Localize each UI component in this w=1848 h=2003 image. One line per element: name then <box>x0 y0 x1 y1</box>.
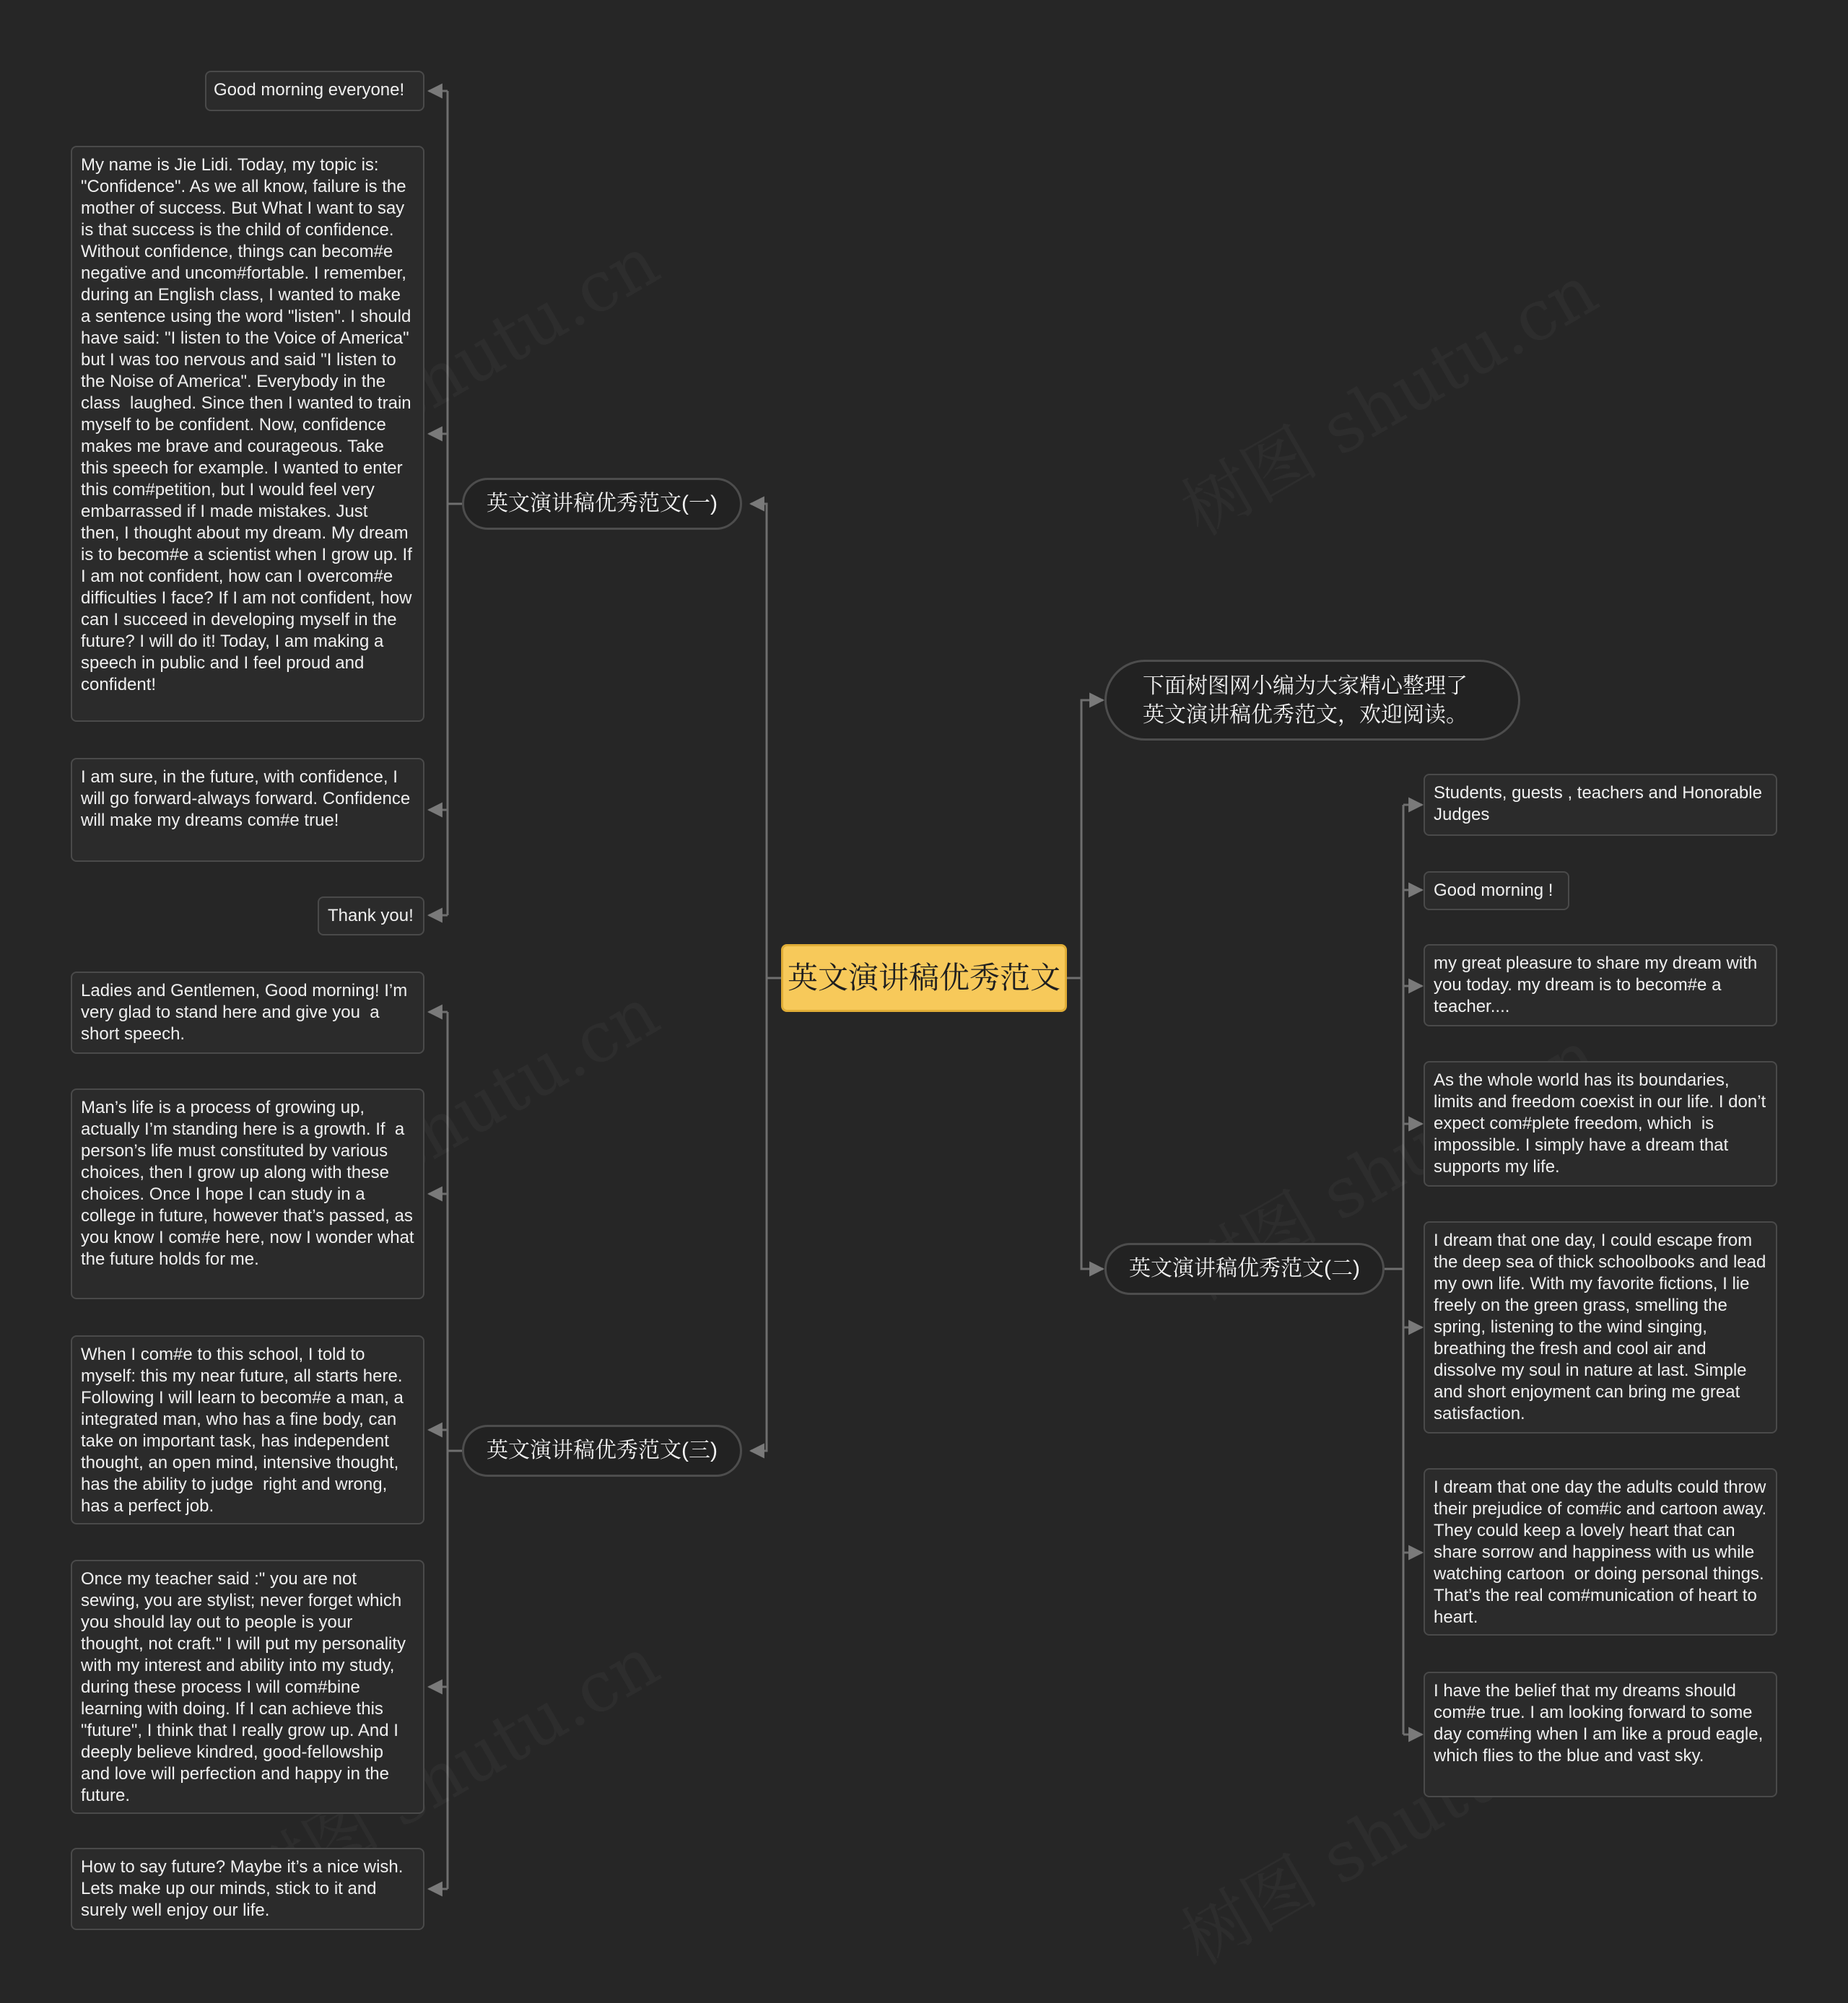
connector-branch-one-trunk <box>448 91 462 915</box>
branch-one-leaf-0[interactable]: Good morning everyone! <box>205 71 424 111</box>
branch-two-leaf-4[interactable]: I dream that one day, I could escape from the deep sea of thick schoolbooks and lead my own life. With my favorite fictions, I lie freely on the green grass, smelling the spring, listening to the wind singing, breathing the fresh and cool air and dissolve my soul in nature at last. Simple and short enjoyment can bring me great satisfaction. <box>1424 1221 1777 1433</box>
branch-two-leaf-5[interactable]: I dream that one day the adults could throw their prejudice of com#ic and cartoon away. They could keep a lovely heart that can share sorrow and happiness with us while watching cartoon or doing personal things. That’s the real com#munication of heart to heart. <box>1424 1468 1777 1636</box>
intro-node[interactable]: 下面树图网小编为大家精心整理了 英文演讲稿优秀范文，欢迎阅读。 <box>1104 660 1520 741</box>
branch-three-leaf-4[interactable]: How to say future? Maybe it’s a nice wish. Lets make up our minds, stick to it and surely well enjoy our life. <box>71 1848 424 1930</box>
connector-root-intro <box>1067 700 1103 978</box>
branch-one-leaf-1[interactable]: My name is Jie Lidi. Today, my topic is: "Confidence". As we all know, failure is the mother of success. But What I want to say is that success is the child of confidence. Without confidence, things can becom#e negative and uncom#fortable. I remember, during an English class, I wanted to make a sentence using the word "listen". I should have said: "I listen to the Voice of America" but I was too nervous and said "I listen to the Noise of America". Everybody in the class laughed. Since then I wanted to train myself to be confident. Now, confidence makes me brave and courageous. Take this speech for example. I wanted to enter this com#petition, but I would feel very embarrassed if I made mistakes. Just then, I thought about my dream. My dream is to becom#e a scientist when I grow up. If I am not confident, how can I overcom#e difficulties I face? If I am not confident, how can I succeed in developing myself in the future? I will do it! Today, I am making a speech in public and I feel proud and confident! <box>71 146 424 722</box>
connector-branch-three-trunk <box>448 1012 462 1889</box>
branch-one-leaf-2[interactable]: I am sure, in the future, with confidence, I will go forward-always forward. Confidence will make my dreams com#e true! <box>71 758 424 862</box>
branch-three-leaf-1[interactable]: Man’s life is a process of growing up, actually I’m standing here is a growth. If a person’s life must constituted by various choices, then I grow up along with these choices. Once I hope I can study in a college in future, however that’s passed, as you know I com#e here, now I wonder what the future holds for me. <box>71 1088 424 1299</box>
branch-two-leaf-2[interactable]: my great pleasure to share my dream with you today. my dream is to becom#e a teacher.... <box>1424 944 1777 1026</box>
branch-two[interactable]: 英文演讲稿优秀范文(二) <box>1104 1243 1385 1295</box>
connector-root-branch-one <box>751 504 781 978</box>
branch-three-leaf-3[interactable]: Once my teacher said :" you are not sewing, you are stylist; never forget which you should lay out to people is your thought, not craft." I will put my personality with my interest and ability into my study, during these process I will com#bine learning with doing. If I can achieve this "future", I think that I really grow up. And I deeply believe kindred, good-fellowship and love will perfection and happy in the future. <box>71 1560 424 1814</box>
root-topic[interactable]: 英文演讲稿优秀范文 <box>781 944 1067 1012</box>
branch-one[interactable]: 英文演讲稿优秀范文(一) <box>462 478 742 530</box>
connector-root-branch-three <box>751 978 767 1451</box>
branch-three-leaf-0[interactable]: Ladies and Gentlemen, Good morning! I’m very glad to stand here and give you a short speech. <box>71 972 424 1054</box>
branch-two-leaf-3[interactable]: As the whole world has its boundaries, limits and freedom coexist in our life. I don’t expect com#plete freedom, which is impossible. I simply have a dream that supports my life. <box>1424 1061 1777 1187</box>
branch-two-leaf-6[interactable]: I have the belief that my dreams should com#e true. I am looking forward to some day com#ing when I am like a proud eagle, which flies to the blue and vast sky. <box>1424 1672 1777 1797</box>
branch-three-leaf-2[interactable]: When I com#e to this school, I told to myself: this my near future, all starts here. Following I will learn to becom#e a man, a integrated man, who has a fine body, can take on important task, has independent thought, an open mind, intensive thought, has the ability to judge right and wrong, has a perfect job. <box>71 1335 424 1524</box>
connector-root-branch-two <box>1081 978 1103 1269</box>
branch-one-leaf-3[interactable]: Thank you! <box>318 896 424 935</box>
branch-three[interactable]: 英文演讲稿优秀范文(三) <box>462 1425 742 1477</box>
branch-two-leaf-1[interactable]: Good morning ! <box>1424 871 1569 910</box>
connector-branch-two-trunk <box>1385 805 1403 1734</box>
branch-two-leaf-0[interactable]: Students, guests , teachers and Honorable Judges <box>1424 774 1777 836</box>
